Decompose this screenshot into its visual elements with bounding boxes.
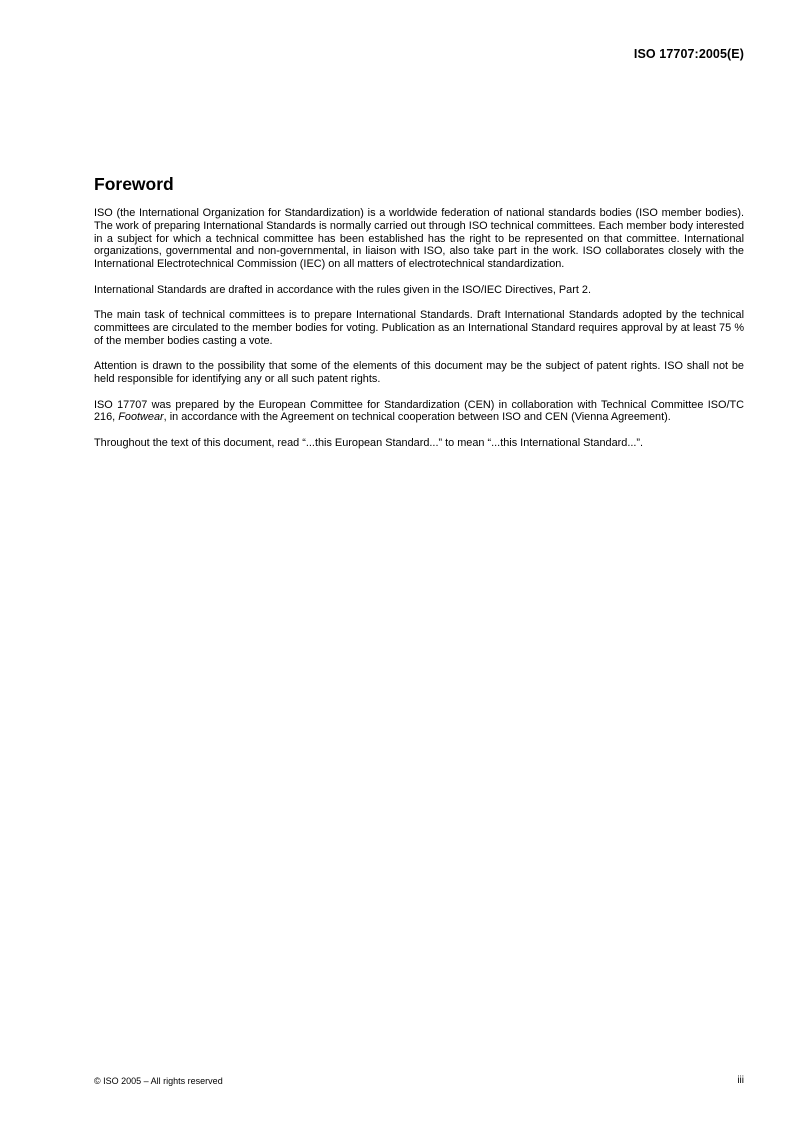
- copyright-notice: © ISO 2005 – All rights reserved: [94, 1076, 223, 1086]
- paragraph-reading-note: Throughout the text of this document, read “...this European Standard...” to mean “...this International Standard...”.: [94, 436, 644, 449]
- committee-name-footwear: Footwear: [118, 411, 164, 424]
- document-id: ISO 17707:2005(E): [633, 47, 744, 61]
- paragraph-preparation: [94, 399, 744, 425]
- paragraph-iso-overview: ISO (the International Organization for Standardization) is a worldwide federation of national standards bodies (ISO member bodies). The work of preparing International Standards is normally carried out through ISO technical committees. Each member body interested in a subject for which a technical committee has been established has the right to be represented on that committee. International organizations, governmental and non-governmental, in liaison with ISO, also take part in the work. ISO collaborates closely with the International Electrotechnical Commission (IEC) on all matters of electrotechnical standardization.: [94, 207, 744, 271]
- paragraph-directives: International Standards are drafted in accordance with the rules given in the ISO/IEC Directives, Part 2.: [94, 283, 591, 296]
- preparation-text-end: , in accordance with the Agreement on technical cooperation between ISO and CEN (Vienna Agreement).: [163, 411, 671, 424]
- page-title: Foreword: [94, 174, 174, 194]
- paragraph-committee-task: The main task of technical committees is to prepare International Standards. Draft International Standards adopted by the technical committees are circulated to the member bodies for voting. Publication as an International Standard requires approval by at least 75 % of the member bodies casting a vote.: [94, 309, 744, 347]
- paragraph-patent-rights: Attention is drawn to the possibility that some of the elements of this document may be the subject of patent rights. ISO shall not be held responsible for identifying any or all such patent rights.: [94, 360, 744, 386]
- foreword-body: [94, 207, 744, 462]
- page-number: iii: [737, 1075, 744, 1086]
- preparation-text-start: ISO 17707 was prepared by the European Committee for Standardization (CEN) in collaboration with Technical Committee ISO/TC 216,: [94, 398, 744, 424]
